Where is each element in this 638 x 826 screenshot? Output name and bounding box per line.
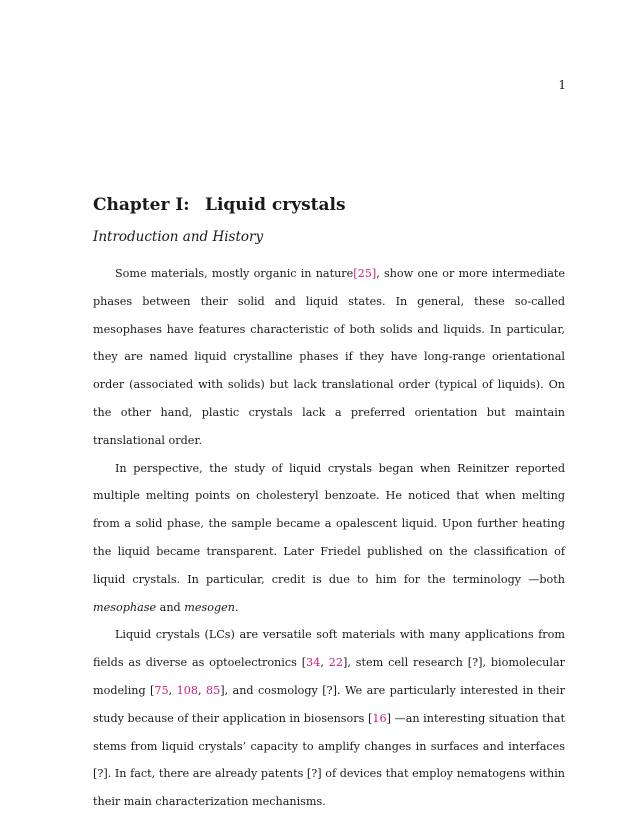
text-run: , show one or more intermediate phases between their solid and liquid states. In general, these so-called mesophases have features characteristic of both solids and liquids. In particular, they are named liquid crystalline phases if they have long-range orientational order (associated with solids) but lack translational order (typical of liquids). On the other hand, plastic crystals lack a preferred orientation but maintain translational order.: [93, 267, 566, 447]
citation-link[interactable]: [25]: [353, 267, 377, 280]
emphasized-term: mesophase: [93, 600, 157, 614]
text-run: ,: [168, 683, 177, 697]
text-run: ,: [320, 656, 329, 670]
paragraph: [93, 260, 565, 455]
page-number: 1: [558, 78, 566, 92]
paragraph: [93, 455, 565, 622]
text-run: and: [156, 600, 185, 614]
text-run: In perspective, the study of liquid crystals began when Reinitzer reported multiple melting points on cholesteryl benzoate. He noticed that when melting from a solid phase, the sample became a opalescent liquid. Upon further heating the liquid became transparent. Later Friedel published on the classification of liquid crystals. In particular, credit is due to him for the terminology —both: [93, 461, 565, 586]
text-run: Some materials, mostly organic in nature: [115, 267, 354, 280]
paragraph: [93, 621, 565, 816]
text-run: ], and cosmology [?]. We are particularly interested in their study because of their application in biosensors [: [93, 683, 565, 725]
text-run: ,: [198, 683, 206, 697]
section-heading: Introduction and History: [93, 229, 264, 245]
chapter-number: Chapter I:: [93, 195, 190, 215]
text-run: ] —an interesting situation that stems from liquid crystals’ capacity to amplify changes in surfaces and interfaces [?]. In fact, there are already patents [?] of devices that employ nematogens within their main characterization mechanisms.: [93, 711, 565, 809]
citation-link[interactable]: 75: [154, 683, 169, 697]
emphasized-term: mesogen: [184, 600, 235, 614]
chapter-heading: [93, 195, 346, 215]
citation-link[interactable]: 22: [328, 656, 344, 670]
text-run: .: [234, 600, 239, 614]
text-run: ], stem cell research [?], biomolecular modeling [: [93, 656, 565, 697]
citation-link[interactable]: 16: [372, 711, 387, 725]
citation-link[interactable]: 34: [306, 656, 321, 670]
citation-link[interactable]: 108: [176, 683, 198, 697]
citation-link[interactable]: 85: [205, 683, 221, 697]
body-text: [93, 260, 565, 816]
text-run: Liquid crystals (LCs) are versatile soft materials with many applications from fields as diverse as optoelectronics [: [93, 628, 565, 670]
chapter-title: Liquid crystals: [205, 195, 346, 215]
